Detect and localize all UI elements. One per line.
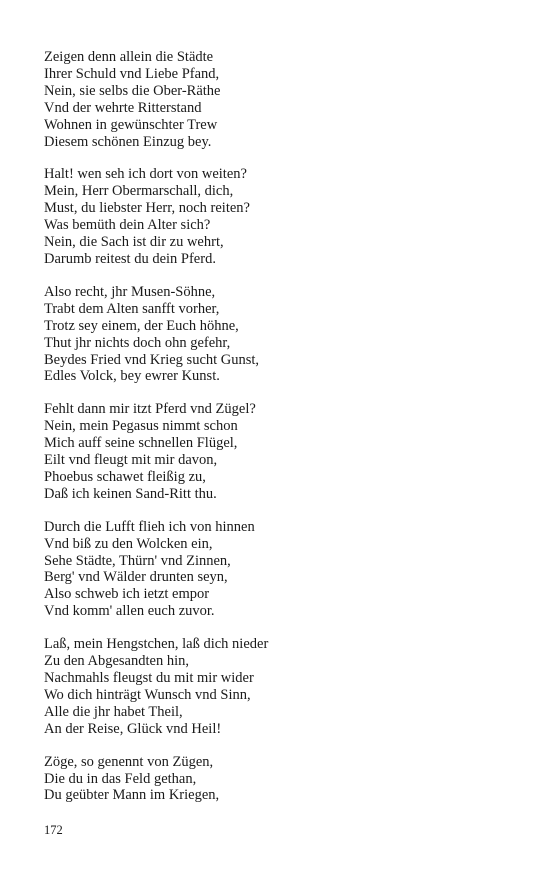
verse-line: Nein, mein Pegasus nimmt schon — [44, 418, 238, 435]
verse-line: Berg' vnd Wälder drunten seyn, — [44, 569, 228, 586]
verse-line: Zöge, so genennt von Zügen, — [44, 753, 214, 770]
poem-text — [44, 49, 524, 820]
verse-line: Thut jhr nichts doch ohn gefehr, — [44, 334, 231, 351]
stanza — [44, 636, 524, 737]
verse-line: Phoebus schawet fleißig zu, — [44, 468, 206, 485]
verse-line: Alle die jhr habet Theil, — [44, 703, 183, 720]
verse-line: Must, du liebster Herr, noch reiten? — [44, 200, 250, 217]
verse-line: Laß, mein Hengstchen, laß dich nieder — [44, 636, 269, 653]
page-number: 172 — [44, 823, 63, 837]
verse-line: Nein, sie selbs die Ober-Räthe — [44, 82, 221, 99]
verse-line: An der Reise, Glück vnd Heil! — [44, 720, 222, 737]
verse-line: Beydes Fried vnd Krieg sucht Gunst, — [44, 351, 260, 368]
verse-line: Fehlt dann mir itzt Pferd vnd Zügel? — [44, 401, 256, 418]
verse-line: Durch die Lufft flieh ich von hinnen — [44, 518, 255, 535]
verse-line: Vnd biß zu den Wolcken ein, — [44, 535, 213, 552]
verse-line: Halt! wen seh ich dort von weiten? — [44, 166, 247, 183]
verse-line: Nein, die Sach ist dir zu wehrt, — [44, 234, 224, 251]
stanza — [44, 284, 524, 385]
verse-line: Eilt vnd fleugt mit mir davon, — [44, 452, 218, 469]
verse-line: Darumb reitest du dein Pferd. — [44, 250, 216, 267]
verse-line: Nachmahls fleugst du mit mir wider — [44, 670, 254, 686]
verse-line: Vnd komm' allen euch zuvor. — [44, 603, 215, 620]
verse-line: Also schweb ich ietzt empor — [44, 586, 210, 603]
verse-line: Wo dich hinträgt Wunsch vnd Sinn, — [44, 686, 251, 703]
verse-line: Vnd der wehrte Ritterstand — [44, 99, 202, 116]
verse-line: Zeigen denn allein die Städte — [44, 49, 214, 65]
verse-line: Diesem schönen Einzug bey. — [44, 133, 212, 150]
verse-line: Wohnen in gewünschter Trew — [44, 116, 218, 133]
verse-line: Daß ich keinen Sand-Ritt thu. — [44, 485, 217, 502]
stanza — [44, 519, 524, 620]
stanza — [44, 49, 524, 150]
verse-line: Trabt dem Alten sanfft vorher, — [44, 300, 220, 317]
verse-line: Mich auff seine schnellen Flügel, — [44, 435, 238, 452]
verse-line: Also recht, jhr Musen-Söhne, — [44, 283, 216, 300]
stanza — [44, 166, 524, 267]
verse-line: Edles Volck, bey ewrer Kunst. — [44, 368, 220, 385]
verse-line: Die du in das Feld gethan, — [44, 770, 197, 787]
stanza — [44, 754, 524, 805]
verse-line: Du geübter Mann im Kriegen, — [44, 787, 220, 804]
stanza — [44, 401, 524, 502]
verse-line: Was bemüth dein Alter sich? — [44, 217, 211, 234]
verse-line: Sehe Städte, Thürn' vnd Zinnen, — [44, 552, 231, 569]
verse-line: Mein, Herr Obermarschall, dich, — [44, 183, 234, 200]
verse-line: Trotz sey einem, der Euch höhne, — [44, 317, 239, 334]
verse-line: Zu den Abgesandten hin, — [44, 653, 189, 670]
verse-line: Ihrer Schuld vnd Liebe Pfand, — [44, 65, 220, 82]
